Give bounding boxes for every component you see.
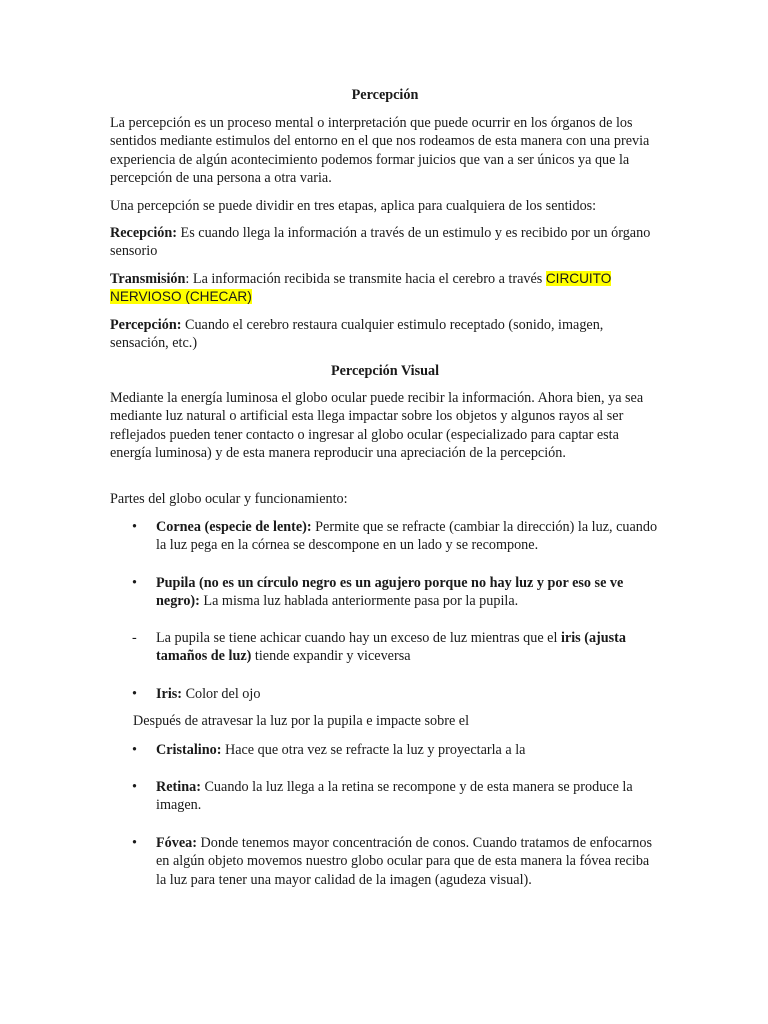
retina-text: Cuando la luz llega a la retina se recompone y de esta manera se produce la imagen. — [156, 779, 633, 814]
stage-perception-term: Percepción: — [110, 317, 182, 333]
dash-marker: - — [132, 630, 137, 646]
pupila-note-text-end: tiende expandir y viceversa — [251, 648, 411, 665]
list-item-cristalino — [132, 741, 662, 759]
intro-paragraph: La percepción es un proceso mental o interpretación que puede ocurrir en los órganos de los sentidos mediante estimulos del entorno en el que nos rodeamos de esta manera con una previa experiencia de algún acontecimiento podemos formar juicios que van a ser únicos ya que la percepción de una persona a otra varia. — [110, 115, 650, 186]
document-title: Percepción — [351, 87, 419, 103]
retina-term: Retina: — [156, 779, 201, 795]
iris-note-term: iris (ajusta tamaños de luz) — [156, 630, 626, 665]
stage-reception-text: Es cuando llega la información a través de un estimulo y es recibido por un órgano sensorio — [110, 225, 651, 260]
parts-intro: Partes del globo ocular y funcionamiento: — [110, 491, 348, 507]
list-item-cornea — [132, 518, 662, 555]
list-item-iris — [132, 685, 662, 703]
iris-term: Iris: — [156, 686, 183, 702]
list-item-pupila-note — [132, 629, 662, 666]
stage-perception-text: Cuando el cerebro restaura cualquier estimulo receptado (sonido, imagen, sensación, etc.) — [110, 317, 604, 352]
bullet-icon: • — [132, 686, 137, 702]
pupila-note-text: La pupila se tiene achicar cuando hay un exceso de luz mientras que el — [156, 630, 561, 646]
visual-section-title: Percepción Visual — [330, 363, 440, 379]
fovea-term: Fóvea: — [156, 835, 197, 851]
pupila-text: La misma luz hablada anteriormente pasa por la pupila. — [199, 593, 519, 610]
list-item-retina — [132, 778, 662, 815]
bullet-icon: • — [132, 519, 137, 535]
stages-intro: Una percepción se puede dividir en tres etapas, aplica para cualquiera de los sentidos: — [110, 198, 597, 214]
highlight-note: (CHECAR) — [181, 289, 252, 305]
bullet-icon: • — [132, 742, 137, 758]
cristalino-text: Hace que otra vez se refracte la luz y proyectarla a la — [221, 742, 526, 758]
pupila-term: Pupila (no es un círculo negro es un agujero porque no hay luz y por eso se ve negro): — [156, 575, 624, 610]
list-item-fovea — [132, 834, 662, 889]
cornea-text: Permite que se refracte (cambiar la dirección) la luz, cuando la luz pega en la córnea se descompone en un lado y se recompone. — [156, 519, 658, 554]
visual-paragraph: Mediante la energía luminosa el globo ocular puede recibir la información. Ahora bien, ya sea mediante luz natural o artificial esta llega impactar sobre los objetos y algunos rayos al ser reflejados pueden tener contacto o ingresar al globo ocular (especializado para captar esta energía luminosa) y de esta manera reproducir una apreciación de la percepción. — [110, 390, 644, 461]
bullet-icon: • — [132, 779, 137, 795]
stage-transmission-term: Transmisión — [110, 271, 186, 287]
cornea-term: Cornea (especie de lente): — [156, 519, 312, 535]
stage-transmission-text: : La información recibida se transmite hacia el cerebro a través — [185, 271, 546, 287]
stage-reception-term: Recepción: — [110, 225, 177, 241]
highlighted-text: CIRCUITO NERVIOSO — [110, 271, 612, 305]
bullet-icon: • — [132, 835, 137, 851]
stage-transmission — [110, 270, 660, 307]
after-pupil-paragraph: Después de atravesar la luz por la pupila e impacte sobre el — [133, 713, 470, 729]
list-item-pupila — [132, 574, 662, 611]
bullet-icon: • — [132, 575, 137, 591]
stage-perception — [110, 316, 660, 353]
cristalino-term: Cristalino: — [156, 742, 222, 758]
fovea-text: Donde tenemos mayor concentración de conos. Cuando tratamos de enfocarnos en algún objeto movemos nuestro globo ocular para que de esta manera la fóvea reciba la luz para tener una mayor calidad de la imagen (agudeza visual). — [156, 835, 653, 888]
stage-reception — [110, 224, 660, 261]
iris-text: Color del ojo — [182, 686, 261, 702]
